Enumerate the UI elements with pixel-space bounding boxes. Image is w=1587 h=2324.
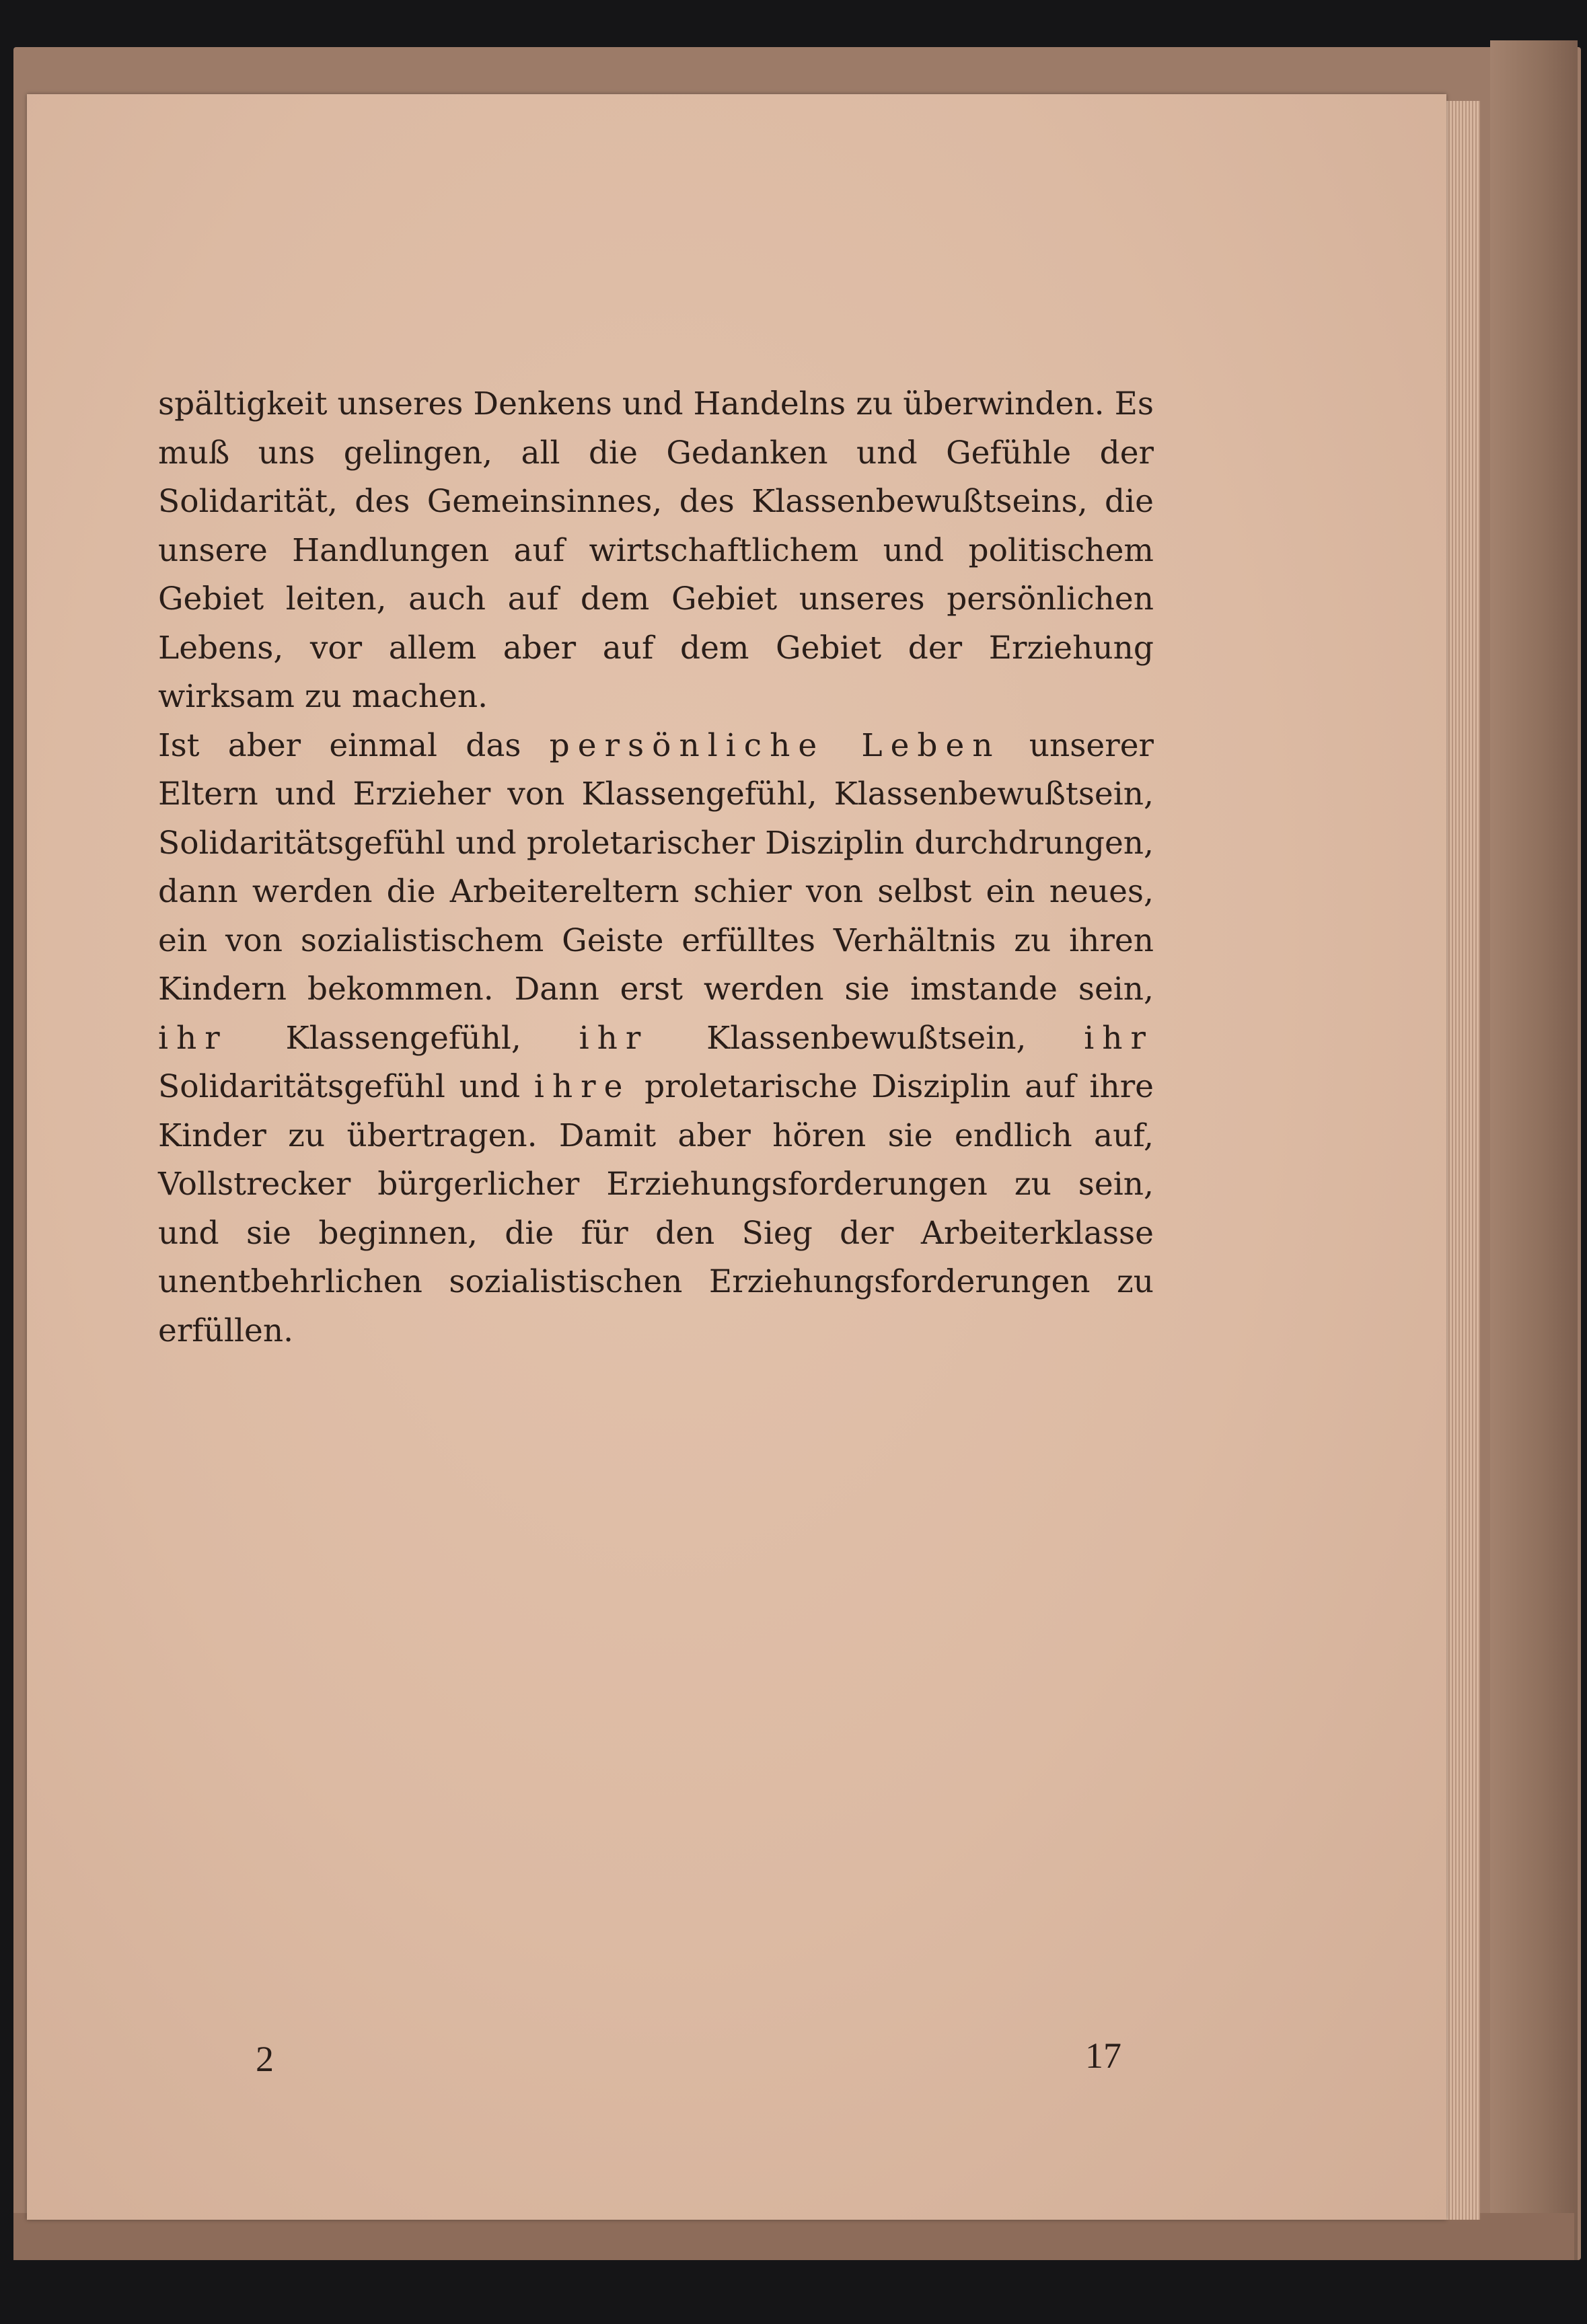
text-segment: Ist aber einmal das <box>158 726 550 764</box>
text-segment: Klassenbewußtsein, <box>649 1019 1084 1057</box>
emphasized-text: ihr <box>579 1019 649 1057</box>
text-segment: spältigkeit unseres Denkens und Handelns zu überwinden. Es muß uns gelingen, all die Gedanken und Gefühle der Solidarität, des Gemeinsinnes, des Klassenbewußtseins, die unsere Handlungen auf wirtschaftlichem und politischem Gebiet leiten, auch auf dem Gebiet unseres persönlichen Lebens, vor allem aber auf dem Gebiet der Erziehung wirksam zu machen. <box>158 385 1154 715</box>
emphasized-text: ihre <box>533 1068 631 1105</box>
signature-mark: 2 <box>256 2039 274 2079</box>
text-segment: proletarische Disziplin auf ihre Kinder zu übertragen. Damit aber hören sie endlich auf, Vollstrecker bürgerlicher Erziehungsforderungen zu sein, und sie beginnen, die für den Sieg der Arbeiterklasse unentbehrlichen sozialistischen Erziehungsforderungen zu erfüllen. <box>158 1068 1154 1349</box>
text-segment: unserer Eltern und Erzieher von Klassengefühl, Klassenbewußtsein, Solidaritätsgefühl und proletarischer Disziplin durchdrungen, dann werden die Arbeitereltern schier von selbst ein neues, ein von sozialistischem Geiste erfülltes Verhältnis zu ihren Kindern bekommen. Dann erst werden sie imstande sein, <box>158 726 1154 1008</box>
body-text <box>158 380 1154 1355</box>
emphasized-text: ihr <box>1084 1019 1154 1057</box>
paragraph-2 <box>158 722 1154 1356</box>
paragraph-1 <box>158 380 1154 722</box>
book-cover-bottom <box>13 2213 1574 2260</box>
emphasized-text: persönliche Leben <box>549 726 1001 764</box>
emphasized-text: ihr <box>158 1019 228 1057</box>
book-cover-edge <box>1490 40 1578 2260</box>
text-segment: Solidaritätsgefühl und <box>158 1068 534 1105</box>
page-number: 17 <box>1085 2035 1121 2076</box>
book-page <box>27 94 1446 2220</box>
text-segment: Klassengefühl, <box>227 1019 579 1057</box>
